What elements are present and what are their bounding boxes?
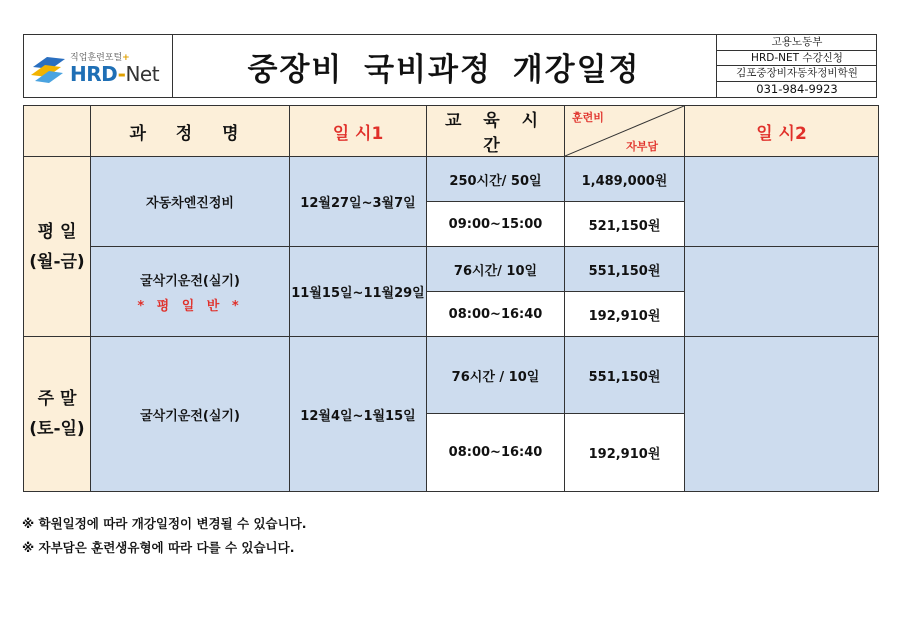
course-fee: 551,150원 xyxy=(565,337,685,414)
page-title: 중장비 국비과정 개강일정 xyxy=(247,51,641,88)
logo-subtitle: 직업훈련포털+ xyxy=(70,53,130,63)
course-fee: 551,150원 xyxy=(565,247,685,292)
course-name: 굴삭기운전(실기) xyxy=(140,273,240,289)
course-name-cell xyxy=(91,247,290,337)
course-hours: 250시간/ 50일 xyxy=(427,157,565,202)
course-self-pay: 521,150원 xyxy=(565,202,685,247)
course-date1: 12월4일~1월15일 xyxy=(290,337,427,492)
course-date2 xyxy=(685,337,879,492)
header-course-name: 과 정 명 xyxy=(91,106,290,157)
info-registration: HRD-NET 수강신청 xyxy=(717,51,877,67)
contact-info-box xyxy=(716,35,877,97)
course-time: 08:00~16:40 xyxy=(427,414,565,492)
table-header-row xyxy=(24,106,879,157)
header-blank xyxy=(24,106,91,157)
course-time: 08:00~16:40 xyxy=(427,292,565,337)
course-hours: 76시간 / 10일 xyxy=(427,337,565,414)
info-ministry: 고용노동부 xyxy=(717,35,877,51)
category-weekday: 평 일 (월-금) xyxy=(24,157,91,337)
header-fee-selfpay xyxy=(565,106,685,157)
hrd-net-logo-mark-icon xyxy=(31,53,67,83)
header-self-pay: 자부담 xyxy=(626,140,658,153)
course-self-pay: 192,910원 xyxy=(565,414,685,492)
course-name: 굴삭기운전(실기) xyxy=(91,337,290,492)
table-row xyxy=(24,157,879,202)
info-academy-name: 김포중장비자동차정비학원 xyxy=(717,66,877,82)
course-date2 xyxy=(685,157,879,247)
footnote-schedule-change: ※ 학원일정에 따라 개강일정이 변경될 수 있습니다. xyxy=(22,516,307,531)
logo-wordmark: HRD-Net xyxy=(70,62,160,86)
schedule-table xyxy=(23,105,879,492)
course-date1: 11월15일~11월29일 xyxy=(290,247,427,337)
course-time: 09:00~15:00 xyxy=(427,202,565,247)
document-header xyxy=(23,34,877,98)
header-date2: 일 시2 xyxy=(685,106,879,157)
course-hours: 76시간/ 10일 xyxy=(427,247,565,292)
course-fee: 1,489,000원 xyxy=(565,157,685,202)
footnotes xyxy=(22,512,307,560)
footnote-self-pay: ※ 자부담은 훈련생유형에 따라 다를 수 있습니다. xyxy=(22,540,295,555)
course-name: 자동차엔진정비 xyxy=(91,157,290,247)
course-date2 xyxy=(685,247,879,337)
info-phone: 031-984-9923 xyxy=(756,81,838,96)
hrd-net-logo xyxy=(24,35,173,97)
category-weekend: 주 말 (토-일) xyxy=(24,337,91,492)
table-row xyxy=(24,247,879,292)
course-self-pay: 192,910원 xyxy=(565,292,685,337)
course-note: * 평 일 반 * xyxy=(137,298,243,314)
header-hours: 교 육 시 간 xyxy=(427,106,565,157)
header-date1: 일 시1 xyxy=(290,106,427,157)
course-date1: 12월27일~3월7일 xyxy=(290,157,427,247)
table-row xyxy=(24,337,879,414)
header-fee: 훈련비 xyxy=(572,111,604,124)
